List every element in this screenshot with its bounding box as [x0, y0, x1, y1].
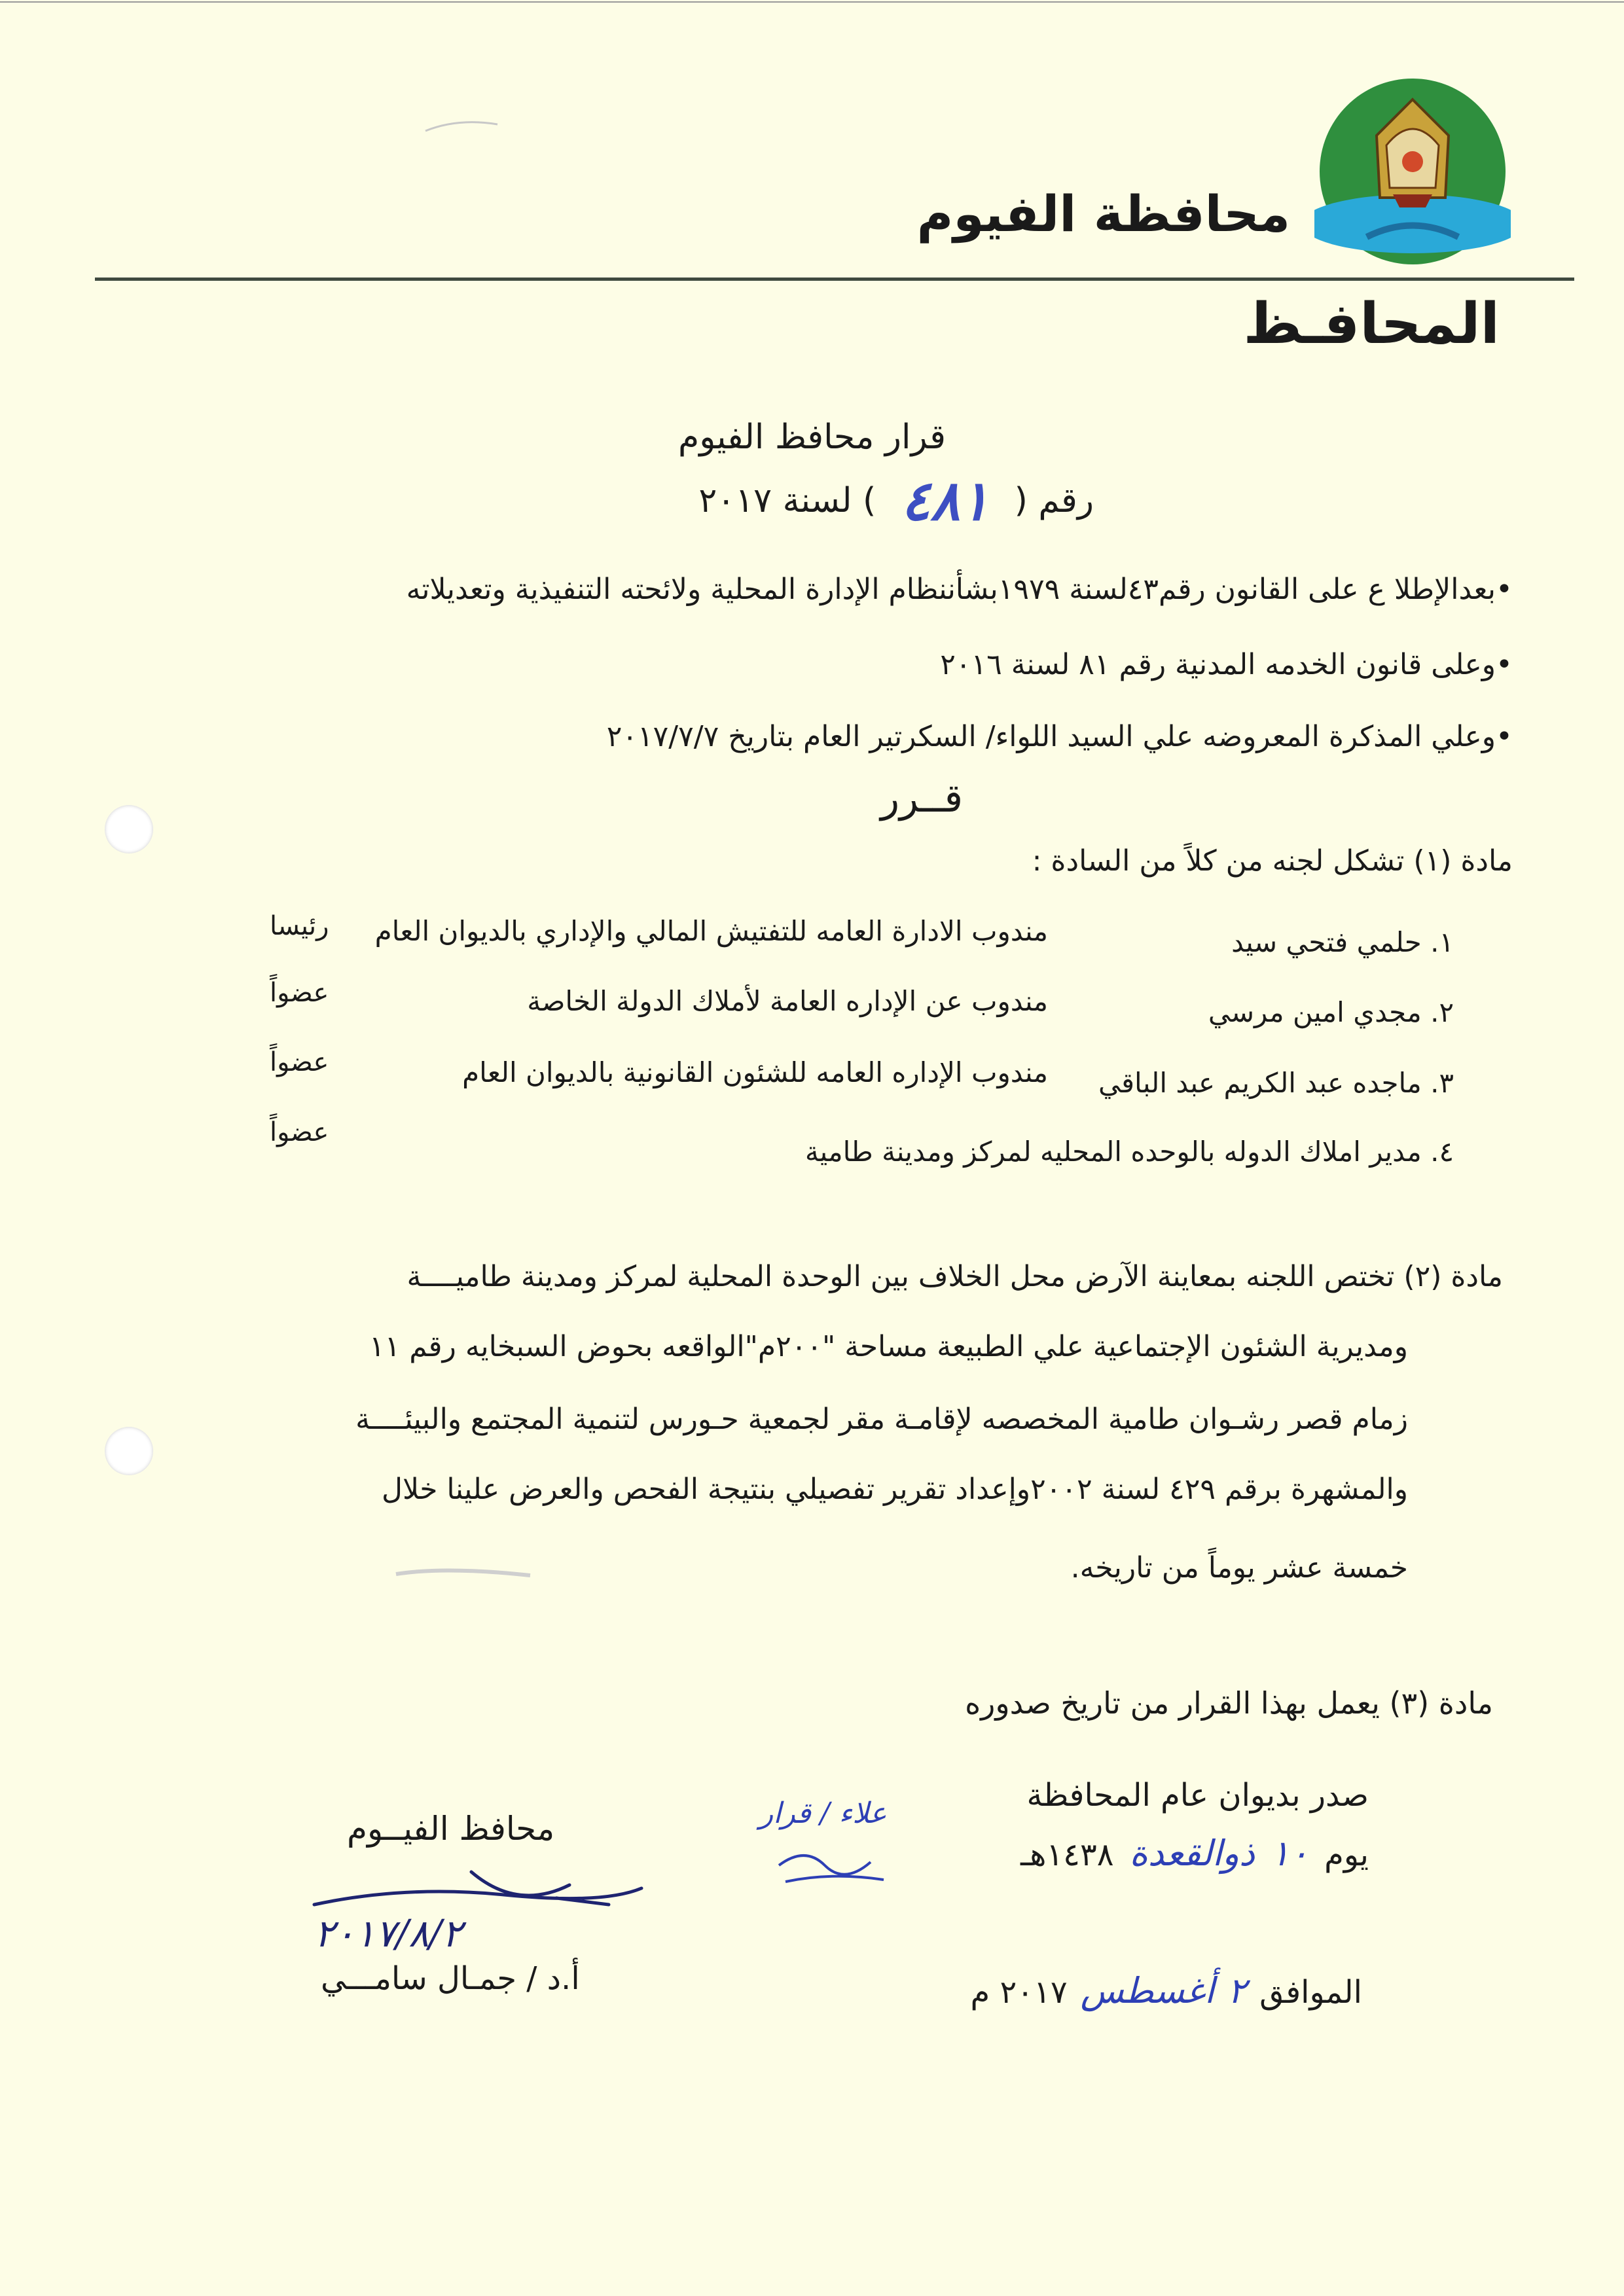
punch-hole-top	[105, 805, 153, 853]
member-1-name: ١. حلمي فتحي سيد	[1231, 926, 1454, 958]
article-2-line-1: مادة (٢) تختص اللجنه بمعاينة الآرض محل الخلاف بين الوحدة المحلية لمركز ومدينة طاميــــة	[406, 1260, 1503, 1293]
article-3: مادة (٣) يعمل بهذا القرار من تاريخ صدوره	[965, 1685, 1493, 1721]
hijri-year: ١٤٣٨هـ	[1020, 1837, 1114, 1873]
year-label: ) لسنة ٢٠١٧	[698, 480, 876, 520]
hijri-month: ذوالقعدة	[1129, 1833, 1255, 1874]
day-label: يوم	[1324, 1837, 1369, 1873]
decision-number-row	[698, 468, 1094, 533]
article-2-line-3: زمام قصر رشـوان طامية المخصصه لإقامـة مقر لجمعية حـورس لتنمية المجتمع والبيئــــة	[355, 1403, 1408, 1436]
member-1-role: رئيسا	[270, 911, 329, 941]
equivalent-label: الموافق	[1259, 1974, 1362, 2011]
member-2-position: مندوب عن الإداره العامة لأملاك الدولة الخاصة	[527, 985, 1048, 1017]
member-3-role: عضواً	[270, 1047, 329, 1077]
decision-number: ٤٨١	[901, 468, 990, 533]
office-title: المحافـظ	[1243, 291, 1500, 357]
preamble-line-1: •بعدالإطلا ع على القانون رقم٤٣لسنة ١٩٧٩بشأننظام الإدارة المحلية ولائحته التنفيذية وتعديلاته	[406, 573, 1513, 606]
member-4-name: ٤. مدير املاك الدوله بالوحده المحليه لمركز ومدينة طامية	[804, 1136, 1454, 1168]
governorate-emblem-icon	[1314, 73, 1511, 270]
scan-mark-2	[393, 1561, 537, 1587]
article-2-line-2: ومديرية الشئون الإجتماعية علي الطبيعة مساحة "٢٠٠م"الواقعه بحوض السبخايه رقم ١١	[369, 1330, 1408, 1363]
greg-day: ٢	[1227, 1970, 1247, 2011]
article-2-line-4: والمشهرة برقم ٤٢٩ لسنة ٢٠٠٢وإعداد تقرير تفصيلي بنتيجة الفحص والعرض علينا خلال	[381, 1473, 1408, 1506]
signatory-name: أ.د / جمـال سامـــي	[321, 1960, 580, 1997]
preamble-line-3: •وعلي المذكرة المعروضه علي السيد اللواء/ السكرتير العام بتاريخ ٢٠١٧/٧/٧	[606, 720, 1513, 753]
member-3-name: ٣. ماجده عبد الكريم عبد الباقي	[1098, 1067, 1454, 1099]
initials-scribble	[766, 1839, 897, 1892]
member-3-position: مندوب الإداره العامه للشئون القانونية بالديوان العام	[462, 1056, 1048, 1088]
decision-title: قرار محافظ الفيوم	[678, 418, 946, 457]
member-4-role: عضواً	[270, 1117, 329, 1147]
gregorian-date-row	[970, 1970, 1362, 2011]
scan-mark	[419, 105, 537, 144]
member-1-position: مندوب الادارة العامه للتفتيش المالي والإداري بالديوان العام	[374, 915, 1048, 947]
member-2-name: ٢. مجدي امين مرسي	[1208, 996, 1454, 1028]
issued-at: صدر بديوان عام المحافظة	[1026, 1777, 1369, 1814]
number-label: رقم (	[1014, 480, 1094, 520]
preamble-line-2: •وعلى قانون الخدمه المدنية رقم ٨١ لسنة ٢٠١٦	[940, 648, 1513, 681]
punch-hole-bottom	[105, 1427, 153, 1475]
top-border	[0, 1, 1624, 3]
article-2-line-5: خمسة عشر يوماً من تاريخه.	[1070, 1551, 1408, 1585]
initials-note: علاء / قرار	[759, 1797, 887, 1830]
member-2-role: عضواً	[270, 978, 329, 1008]
signatory-title: محافظ الفيــوم	[347, 1810, 555, 1848]
decree-heading: قــرر	[880, 776, 963, 821]
governorate-name: محافظة الفيوم	[916, 185, 1290, 243]
hijri-date-row	[1020, 1833, 1369, 1874]
header-divider	[95, 278, 1574, 281]
day-value: ١٠	[1271, 1833, 1309, 1874]
article-1-intro: مادة (١) تشكل لجنه من كلاً من السادة :	[1032, 844, 1513, 878]
greg-year: ٢٠١٧ م	[970, 1974, 1068, 2011]
greg-month: أغسطس	[1080, 1970, 1215, 2011]
signature-date: ٢٠١٧/٨/٢	[314, 1911, 462, 1956]
